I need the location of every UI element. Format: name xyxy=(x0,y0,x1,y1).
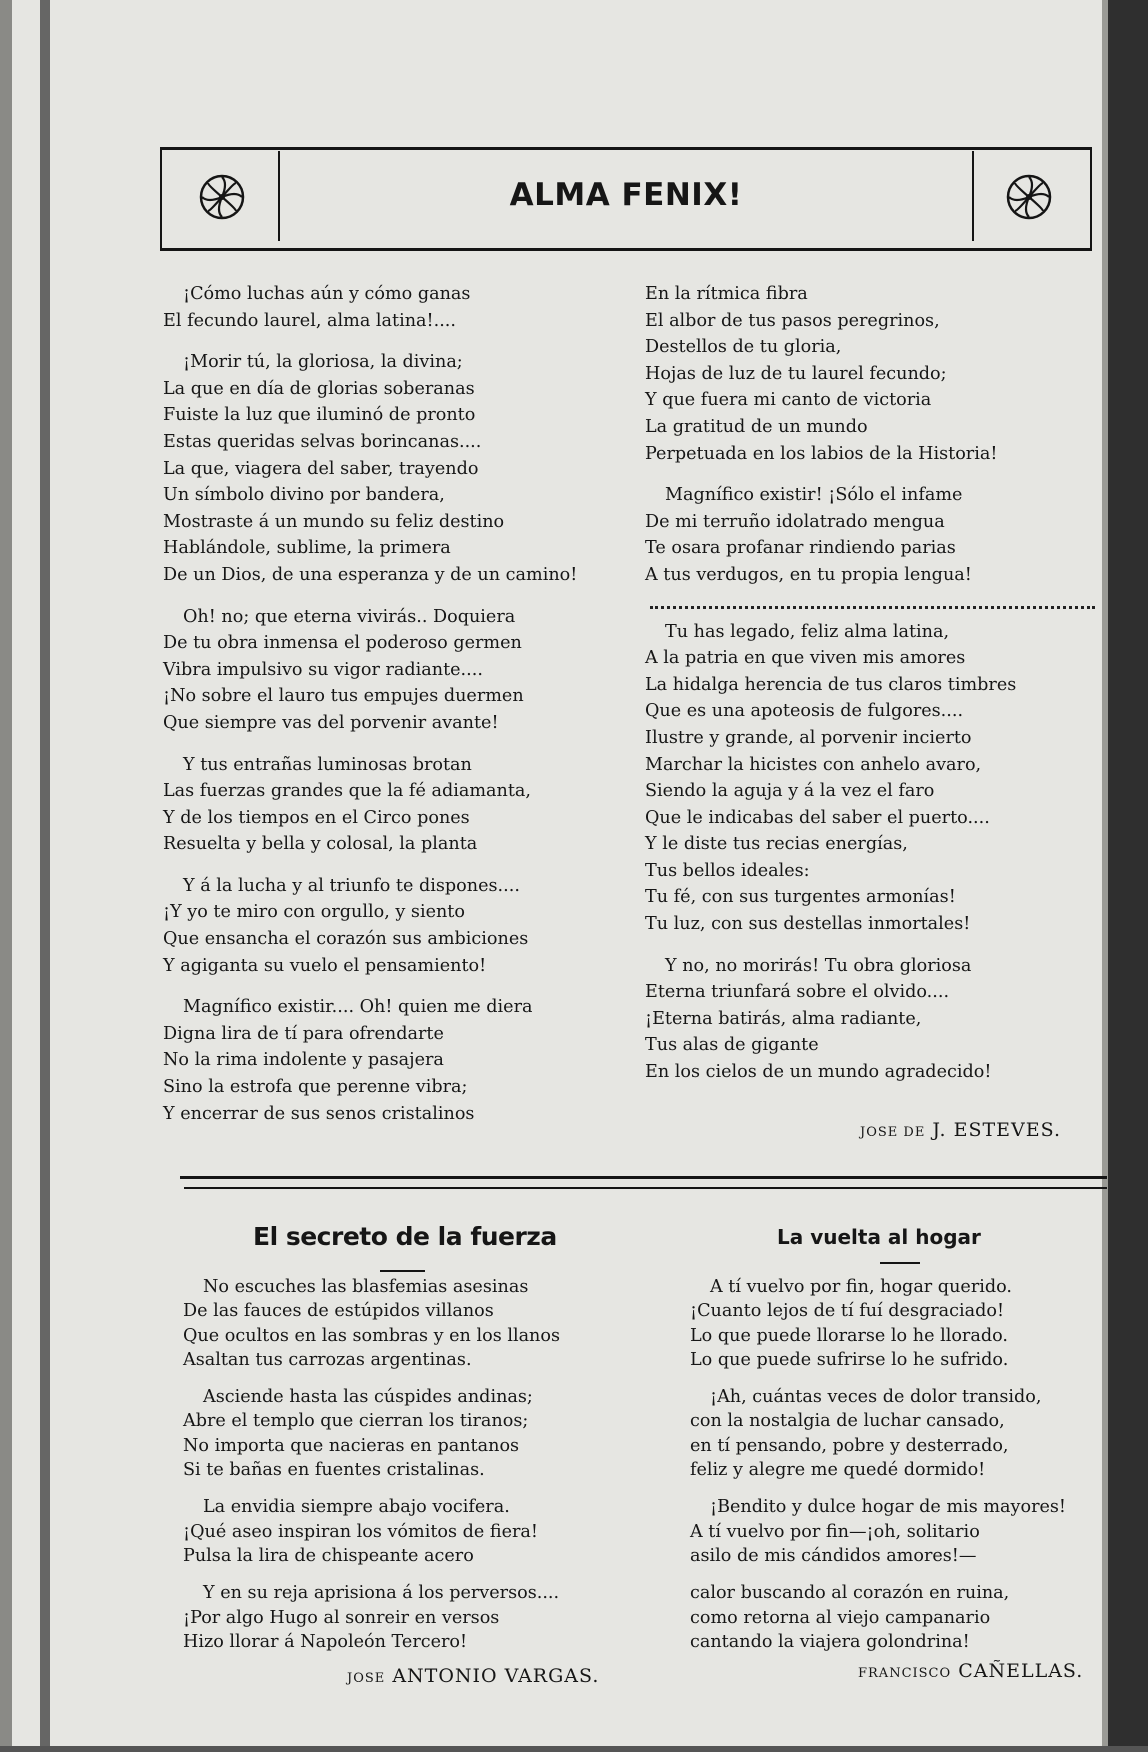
section-rule-inner xyxy=(184,1187,1107,1189)
verse-line: Sino la estrofa que perenne vibra; xyxy=(163,1077,468,1098)
verse-line: No escuches las blasfemias asesinas xyxy=(203,1277,529,1297)
verse-line: Que ensancha el corazón sus ambiciones xyxy=(163,929,529,950)
flower-rosette-icon xyxy=(198,173,246,221)
verse-line: De mi terruño idolatrado mengua xyxy=(645,511,945,532)
page-shadow-right xyxy=(1108,0,1148,1752)
verse-line: De las fauces de estúpidos villanos xyxy=(183,1301,494,1322)
verse-line: Oh! no; que eterna vivirás.. Doquiera xyxy=(183,606,516,627)
verse-line: con la nostalgia de luchar cansado, xyxy=(690,1411,1005,1432)
stanza xyxy=(183,1275,560,1372)
verse-line: A tí vuelvo por fin, hogar querido. xyxy=(710,1277,1012,1297)
poem1-signature xyxy=(860,1119,1061,1141)
verse-line: Que ocultos en las sombras y en los llanos xyxy=(183,1325,561,1346)
stanza xyxy=(645,953,1016,1086)
verse-line: Y que fuera mi canto de victoria xyxy=(645,390,932,411)
verse-line: En los cielos de un mundo agradecido! xyxy=(645,1062,992,1083)
verse-line: Hablándole, sublime, la primera xyxy=(163,538,451,559)
stanza xyxy=(690,1581,1066,1654)
author-prefix: JOSE DE xyxy=(860,1125,926,1140)
binding-shadow xyxy=(40,0,50,1752)
verse-line: Que siempre vas del porvenir avante! xyxy=(163,712,499,733)
verse-line: Y tus entrañas luminosas brotan xyxy=(183,754,472,775)
verse-line: feliz y alegre me quedé dormido! xyxy=(690,1460,986,1481)
stanza xyxy=(690,1275,1066,1372)
verse-line: Las fuerzas grandes que la fé adiamanta, xyxy=(163,781,531,802)
verse-line: La que en día de glorias soberanas xyxy=(163,378,475,399)
stanza xyxy=(163,752,577,858)
verse-line: Eterna triunfará sobre el olvido.... xyxy=(645,982,950,1003)
stanza xyxy=(645,482,1016,588)
verse-line: Y de los tiempos en el Circo pones xyxy=(163,807,470,828)
verse-line: Que es una apoteosis de fulgores.... xyxy=(645,701,964,722)
stanza xyxy=(163,873,577,979)
verse-line: ¡Bendito y dulce hogar de mis mayores! xyxy=(710,1497,1066,1518)
verse-line: Fuiste la luz que iluminó de pronto xyxy=(163,405,476,426)
stanza xyxy=(163,604,577,737)
poem2-body xyxy=(183,1275,560,1667)
stanza xyxy=(690,1495,1066,1568)
verse-line: cantando la viajera golondrina! xyxy=(690,1631,970,1652)
verse-line: ¡Ah, cuántas veces de dolor transido, xyxy=(710,1387,1042,1408)
verse-line: Y le diste tus recias energías, xyxy=(645,834,908,855)
verse-line: Tus alas de gigante xyxy=(645,1035,819,1056)
poem2-signature xyxy=(347,1665,599,1687)
title-banner xyxy=(160,147,1090,247)
stanza xyxy=(645,281,1016,467)
verse-line: Tu has legado, feliz alma latina, xyxy=(665,621,950,642)
verse-line: Resuelta y bella y colosal, la planta xyxy=(163,834,478,855)
verse-line: Asciende hasta las cúspides andinas; xyxy=(203,1387,533,1408)
poem1-right-column xyxy=(645,281,1016,1101)
verse-line: El albor de tus pasos peregrinos, xyxy=(645,310,940,331)
verse-line: Y agiganta su vuelo el pensamiento! xyxy=(163,955,487,976)
verse-line: De un Dios, de una esperanza y de un camino! xyxy=(163,564,578,585)
author-name: CAÑELLAS. xyxy=(958,1660,1084,1682)
stanza xyxy=(183,1385,560,1482)
verse-line: No la rima indolente y pasajera xyxy=(163,1050,444,1071)
poem3-title: La vuelta al hogar xyxy=(777,1225,981,1249)
verse-line: La gratitud de un mundo xyxy=(645,416,868,437)
verse-line: El fecundo laurel, alma latina!.... xyxy=(163,310,456,331)
stanza xyxy=(183,1495,560,1568)
verse-line: Lo que puede sufrirse lo he sufrido. xyxy=(690,1349,1009,1370)
verse-line: De tu obra inmensa el poderoso germen xyxy=(163,633,522,654)
verse-line: A tí vuelvo por fin—¡oh, solitario xyxy=(690,1521,980,1542)
poem3-body xyxy=(690,1275,1066,1667)
verse-line: en tí pensando, pobre y desterrado, xyxy=(690,1435,1009,1456)
verse-line: Magnífico existir! ¡Sólo el infame xyxy=(665,485,963,506)
verse-line: ¡Morir tú, la gloriosa, la divina; xyxy=(183,352,463,373)
title-underbar xyxy=(880,1262,920,1264)
verse-line: Tu fé, con sus turgentes armonías! xyxy=(645,887,956,908)
stanza xyxy=(163,994,577,1127)
verse-line: La envidia siempre abajo vocifera. xyxy=(203,1497,510,1518)
dotted-separator xyxy=(650,606,1095,609)
verse-line: Estas queridas selvas borincanas.... xyxy=(163,431,482,452)
verse-line: A la patria en que viven mis amores xyxy=(645,648,966,669)
verse-line: Y en su reja aprisiona á los perversos.... xyxy=(203,1583,560,1604)
verse-line: Tus bellos ideales: xyxy=(645,860,810,881)
poem2-title: El secreto de la fuerza xyxy=(253,1222,557,1251)
verse-line: Pulsa la lira de chispeante acero xyxy=(183,1545,474,1566)
verse-line: ¡Cuanto lejos de tí fuí desgraciado! xyxy=(690,1301,1005,1322)
stanza xyxy=(690,1385,1066,1482)
author-prefix: JOSE xyxy=(347,1671,386,1686)
verse-line: Que le indicabas del saber el puerto.... xyxy=(645,807,990,828)
verse-line: Perpetuada en los labios de la Historia! xyxy=(645,443,998,464)
verse-line: Te osara profanar rindiendo parias xyxy=(645,538,956,559)
verse-line: La que, viagera del saber, trayendo xyxy=(163,458,479,479)
author-name: ANTONIO VARGAS. xyxy=(392,1665,600,1687)
author-prefix: FRANCISCO xyxy=(858,1666,952,1681)
verse-line: En la rítmica fibra xyxy=(645,284,808,304)
verse-line: Mostraste á un mundo su feliz destino xyxy=(163,511,505,532)
verse-line: Hizo llorar á Napoleón Tercero! xyxy=(183,1631,468,1652)
banner-title: ALMA FENIX! xyxy=(509,177,743,213)
verse-line: Ilustre y grande, al porvenir incierto xyxy=(645,727,972,748)
verse-line: Destellos de tu gloria, xyxy=(645,337,842,358)
verse-line: Marchar la hicistes con anhelo avaro, xyxy=(645,754,982,775)
verse-line: ¡Por algo Hugo al sonreir en versos xyxy=(183,1607,500,1628)
verse-line: Un símbolo divino por bandera, xyxy=(163,485,445,506)
verse-line: La hidalga herencia de tus claros timbres xyxy=(645,674,1017,695)
section-rule xyxy=(180,1176,1107,1179)
poem3-signature xyxy=(858,1660,1083,1682)
verse-line: Hojas de luz de tu laurel fecundo; xyxy=(645,363,947,384)
verse-line: ¡No sobre el lauro tus empujes duermen xyxy=(163,686,524,707)
verse-line: Siendo la aguja y á la vez el faro xyxy=(645,781,935,802)
verse-line: Vibra impulsivo su vigor radiante.... xyxy=(163,659,483,680)
verse-line: ¡Cómo luchas aún y cómo ganas xyxy=(183,284,471,304)
flower-rosette-icon xyxy=(1005,173,1053,221)
verse-line: calor buscando al corazón en ruina, xyxy=(690,1583,1010,1604)
verse-line: No importa que nacieras en pantanos xyxy=(183,1435,520,1456)
verse-line: ¡Qué aseo inspiran los vómitos de fiera! xyxy=(183,1521,538,1542)
verse-line: Si te bañas en fuentes cristalinas. xyxy=(183,1460,485,1481)
verse-line: Magnífico existir.... Oh! quien me diera xyxy=(183,997,533,1018)
verse-line: Y encerrar de sus senos cristalinos xyxy=(163,1103,475,1124)
page-edge-bottom xyxy=(0,1746,1148,1752)
verse-line: A tus verdugos, en tu propia lengua! xyxy=(645,564,972,585)
verse-line: Y no, no morirás! Tu obra gloriosa xyxy=(665,955,972,976)
title-underbar xyxy=(380,1270,425,1272)
verse-line: Tu luz, con sus destellas inmortales! xyxy=(645,914,971,935)
verse-line: ¡Eterna batirás, alma radiante, xyxy=(645,1008,922,1029)
verse-line: ¡Y yo te miro con orgullo, y siento xyxy=(163,902,465,923)
verse-line: Lo que puede llorarse lo he llorado. xyxy=(690,1325,1008,1346)
verse-line: Y á la lucha y al triunfo te dispones.... xyxy=(183,875,520,896)
page-edge-left xyxy=(0,0,12,1752)
verse-line: como retorna al viejo campanario xyxy=(690,1607,991,1628)
stanza xyxy=(163,281,577,334)
verse-line: Asaltan tus carrozas argentinas. xyxy=(183,1349,472,1370)
stanza xyxy=(645,619,1016,938)
author-name: J. ESTEVES. xyxy=(932,1119,1061,1141)
verse-line: Digna lira de tí para ofrendarte xyxy=(163,1023,444,1044)
stanza xyxy=(163,349,577,588)
verse-line: asilo de mis cándidos amores!— xyxy=(690,1545,977,1566)
poem1-left-column xyxy=(163,281,577,1142)
stanza xyxy=(183,1581,560,1654)
verse-line: Abre el templo que cierran los tiranos; xyxy=(183,1411,529,1432)
banner-divider-right xyxy=(972,151,974,241)
